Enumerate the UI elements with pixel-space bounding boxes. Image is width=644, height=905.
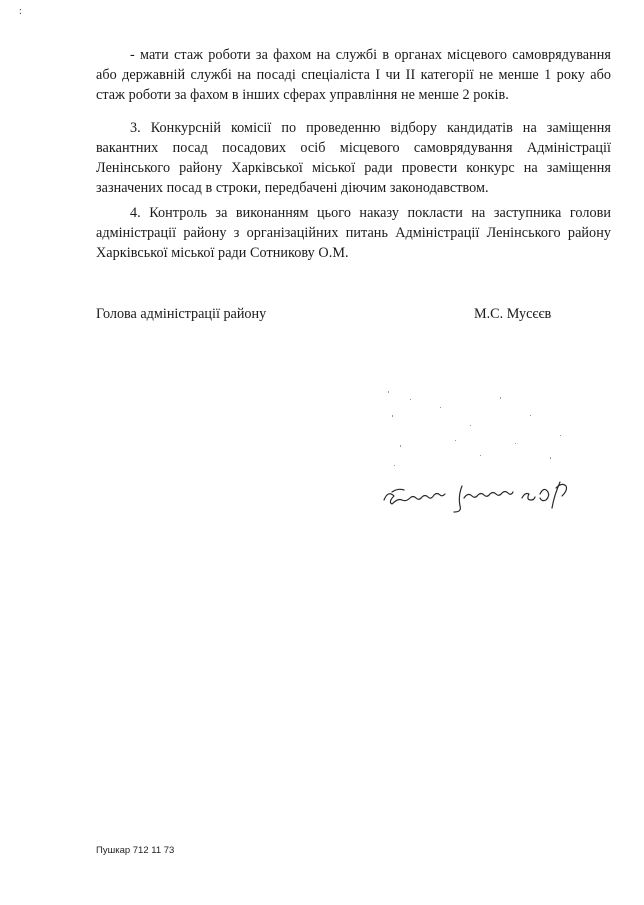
signatory-title: Голова адміністрації району [96, 306, 267, 322]
corner-mark: : [19, 6, 22, 17]
paragraph-item-3 [96, 118, 611, 198]
paragraph-item-4 [96, 203, 611, 263]
paragraph-text: 3. Конкурсній комісії по проведенню відбору кандидатів на заміщення вакантних посад посадових осіб місцевого самоврядування Адміністрації Ленінського району Харківської міської ради провести конкурс на заміщення зазначених посад в строки, передбачені діючим законодавством. [96, 120, 611, 196]
signatory-name: М.С. Мусєєв [474, 306, 552, 322]
paragraph-text: 4. Контроль за виконанням цього наказу покласти на заступника голови адміністрації району з організаційних питань Адміністрації Ленінського району Харківської міської ради Сотникову О.М. [96, 205, 611, 261]
paragraph-requirement [96, 45, 611, 105]
footer-executor: Пушкар 712 11 73 [96, 845, 175, 856]
handwritten-signature-icon [380, 474, 580, 514]
paragraph-text: - мати стаж роботи за фахом на службі в органах місцевого самоврядування або державній службі на посаді спеціаліста I чи II категорії не менше 1 року або стаж роботи за фахом в інших сферах управління не менше 2 років. [96, 47, 611, 103]
scan-noise-marks [380, 385, 580, 475]
